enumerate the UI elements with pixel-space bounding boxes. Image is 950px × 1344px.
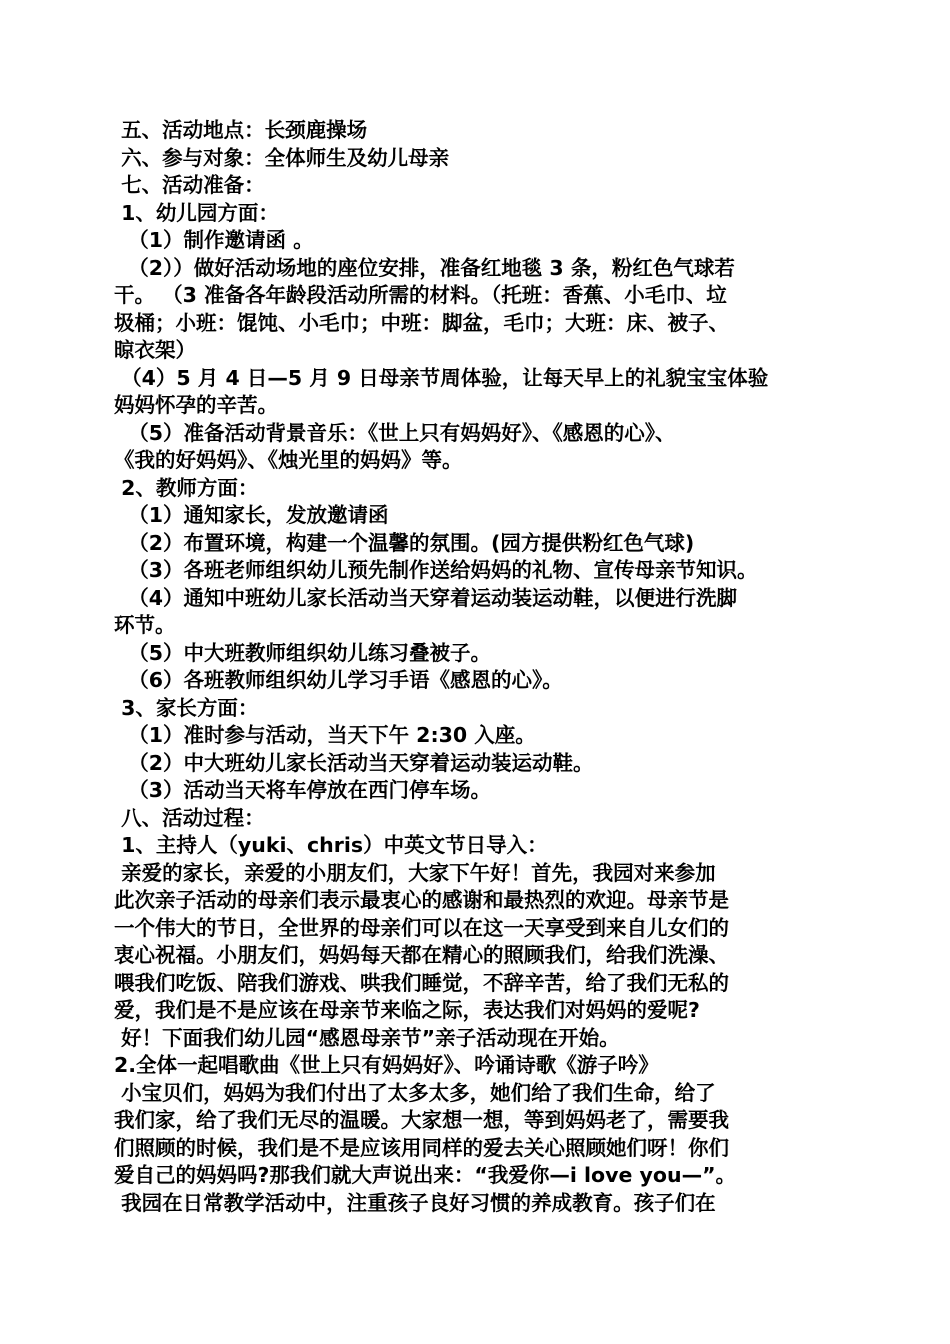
text-line: 我园在日常教学活动中，注重孩子良好习惯的养成教育。孩子们在 xyxy=(114,1190,716,1215)
text-line: （5）中大班教师组织幼儿练习叠被子。 xyxy=(114,640,492,665)
text-line: 八、活动过程： xyxy=(114,805,265,830)
text-line: （6）各班教师组织幼儿学习手语《感恩的心》。 xyxy=(114,668,563,692)
text-line: 衷心祝福。小朋友们，妈妈每天都在精心的照顾我们，给我们洗澡、 xyxy=(114,943,729,967)
text-line: 此次亲子活动的母亲们表示最衷心的感谢和最热烈的欢迎。母亲节是 xyxy=(114,888,729,912)
text-line: 好！下面我们幼儿园“感恩母亲节”亲子活动现在开始。 xyxy=(114,1025,620,1050)
text-line: 六、参与对象：全体师生及幼儿母亲 xyxy=(114,145,450,170)
text-line: 2.全体一起唱歌曲《世上只有妈妈好》、吟诵诗歌《游子吟》 xyxy=(114,1053,659,1077)
text-line: 圾桶；小班：馄饨、小毛巾；中班：脚盆，毛巾；大班：床、被子、 xyxy=(114,310,729,335)
text-line: 爱，我们是不是应该在母亲节来临之际，表达我们对妈妈的爱呢? xyxy=(114,998,700,1022)
text-line: （1）通知家长，发放邀请函 xyxy=(114,503,389,527)
text-line: 喂我们吃饭、陪我们游戏、哄我们睡觉，不辞辛苦，给了我们无私的 xyxy=(114,970,729,995)
document-body xyxy=(114,117,838,1217)
text-line: （2）布置环境，构建一个温馨的氛围。(园方提供粉红色气球) xyxy=(114,530,695,555)
text-line: （1）制作邀请函 。 xyxy=(114,228,314,252)
text-line: 妈妈怀孕的辛苦。 xyxy=(114,393,278,417)
text-line: 爱自己的妈妈吗?那我们就大声说出来：“我爱你—i love you—”。 xyxy=(114,1163,737,1187)
text-line: 1、幼儿园方面： xyxy=(114,200,279,225)
text-line: （3）活动当天将车停放在西门停车场。 xyxy=(114,778,492,802)
text-line: 五、活动地点：长颈鹿操场 xyxy=(114,118,368,142)
text-line: 1、主持人（yuki、chris）中英文节日导入： xyxy=(114,833,548,857)
text-line: （4）通知中班幼儿家长活动当天穿着运动装运动鞋，以便进行洗脚 xyxy=(114,585,738,610)
text-line: （4）5 月 4 日—5 月 9 日母亲节周体验，让每天早上的礼貌宝宝体验 xyxy=(114,365,769,390)
text-line: （5）准备活动背景音乐：《世上只有妈妈好》、《感恩的心》、 xyxy=(114,420,676,445)
text-line: 小宝贝们，妈妈为我们付出了太多太多，她们给了我们生命，给了 xyxy=(114,1080,716,1105)
text-line: 我们家，给了我们无尽的温暖。大家想一想，等到妈妈老了，需要我 xyxy=(114,1108,729,1132)
text-line: 一个伟大的节日，全世界的母亲们可以在这一天享受到来自儿女们的 xyxy=(114,915,729,940)
text-line: 《我的好妈妈》、《烛光里的妈妈》等。 xyxy=(114,448,463,472)
text-line: （2）中大班幼儿家长活动当天穿着运动装运动鞋。 xyxy=(114,750,594,775)
text-line: 干。 （3 准备各年龄段活动所需的材料。（托班：香蕉、小毛巾、垃 xyxy=(114,283,727,307)
text-line: （3）各班老师组织幼儿预先制作送给妈妈的礼物、宣传母亲节知识。 xyxy=(114,558,758,582)
text-line: 2、教师方面： xyxy=(114,475,259,500)
text-line: 七、活动准备： xyxy=(114,173,265,197)
text-line: 3、家长方面： xyxy=(114,695,259,720)
text-line: 晾衣架） xyxy=(114,338,196,362)
text-line: 们照顾的时候，我们是不是应该用同样的爱去关心照顾她们呀！你们 xyxy=(114,1135,729,1160)
text-line: （1）准时参与活动，当天下午 2:30 入座。 xyxy=(114,723,536,747)
text-line: 环节。 xyxy=(114,613,176,637)
text-line: （2））做好活动场地的座位安排，准备红地毯 3 条，粉红色气球若 xyxy=(114,255,735,280)
text-line: 亲爱的家长，亲爱的小朋友们，大家下午好！首先，我园对来参加 xyxy=(114,860,716,885)
